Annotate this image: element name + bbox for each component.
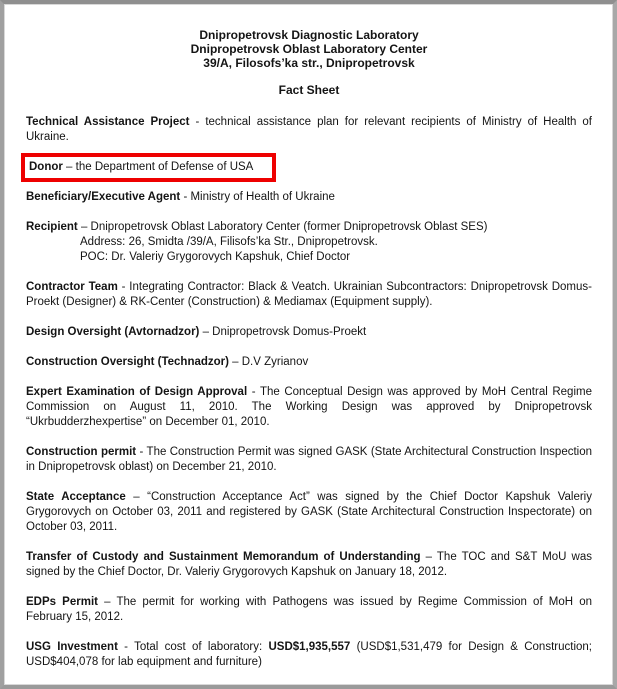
section-label: Donor xyxy=(29,161,63,173)
section-text: - The Construction Permit was signed GASK (State Architectural Construction Inspection in Dnipropetrovsk oblast) on December 21, 2010. xyxy=(26,446,593,473)
section-label: Recipient xyxy=(26,221,78,233)
section-text: - Ministry of Health of Ukraine xyxy=(180,191,335,203)
header-line-3: 39/A, Filosofs’ka str., Dnipropetrovsk xyxy=(203,56,415,70)
section-label: Transfer of Custody and Sustainment Memorandum of Understanding xyxy=(26,551,421,563)
section-transfer-of-custody-and-sustainment-memo xyxy=(26,550,592,580)
header-line-2: Dnipropetrovsk Oblast Laboratory Center xyxy=(190,42,428,56)
section-contractor-team xyxy=(26,280,592,310)
donor-highlight-box xyxy=(21,153,276,182)
section-expert-examination-of-design-approval xyxy=(26,385,592,430)
section-design-oversight-avtornadzor xyxy=(26,325,592,340)
document-header xyxy=(26,28,592,70)
section-text: – The TOC and S&T MoU was signed by the Chief Doctor, Dr. Valeriy Grygorovych Kapshuk on January 18, 2012. xyxy=(26,551,593,578)
section-text-after: (USD$1,531,479 for Design & Construction; USD$404,078 for lab equipment and furniture) xyxy=(26,641,592,668)
section-label: Construction Oversight (Technadzor) xyxy=(26,356,229,368)
doc-title: Fact Sheet xyxy=(278,83,340,97)
section-label: Technical Assistance Project xyxy=(26,116,190,128)
section-beneficiary-executive-agent xyxy=(26,190,592,205)
section-label: USG Investment xyxy=(26,641,118,653)
section-edps-permit xyxy=(26,595,592,625)
section-label: Construction permit xyxy=(26,446,137,458)
section-text: - The Conceptual Design was approved by MoH Central Regime Commission on August 11, 2010. The Working Design was approved by Dnipropetrovsk “Ukrbudderzhexpertise” on December 01, 2010. xyxy=(26,386,592,428)
section-text: – The permit for working with Pathogens was issued by Regime Commission of MoH on February 15, 2012. xyxy=(26,596,592,623)
sections-container xyxy=(26,115,592,670)
section-label: Beneficiary/Executive Agent xyxy=(26,191,181,203)
section-text: – Dnipropetrovsk Oblast Laboratory Center (former Dnipropetrovsk Oblast SES) xyxy=(77,221,488,233)
section-label: State Acceptance xyxy=(26,491,126,503)
section-label: Design Oversight (Avtornadzor) xyxy=(26,326,200,338)
section-subline: Address: 26, Smidta /39/A, Filisofs’ka Str., Dnipropetrovsk. xyxy=(80,236,378,248)
section-label: EDPs Permit xyxy=(26,596,98,608)
section-text: - Integrating Contractor: Black & Veatch. Ukrainian Subcontractors: Dnipropetrovsk Domus-Proekt (Designer) & RK-Center (Construction) & Mediamax (Equipment supply). xyxy=(26,281,592,308)
section-technical-assistance-project xyxy=(26,115,592,145)
section-state-acceptance xyxy=(26,490,592,535)
section-donor xyxy=(26,160,592,175)
section-label: Contractor Team xyxy=(26,281,118,293)
section-label: Expert Examination of Design Approval xyxy=(26,386,248,398)
section-construction-oversight-technadzor xyxy=(26,355,592,370)
section-construction-permit xyxy=(26,445,592,475)
section-text: – D.V Zyrianov xyxy=(228,356,309,368)
section-subline: POC: Dr. Valeriy Grygorovych Kapshuk, Chief Doctor xyxy=(80,251,351,263)
section-text: – the Department of Defense of USA xyxy=(62,161,254,173)
section-text: – “Construction Acceptance Act” was signed by the Chief Doctor Kapshuk Valeriy Grygorovych on October 03, 2011 and registered by GASK (State Architectural Construction Inspectorate) on October 03, 2011. xyxy=(26,491,592,533)
section-recipient xyxy=(26,220,592,265)
section-bold-value: USD$1,935,557 xyxy=(268,641,351,653)
header-line-1: Dnipropetrovsk Diagnostic Laboratory xyxy=(199,28,419,42)
section-text: – Dnipropetrovsk Domus-Proekt xyxy=(199,326,367,338)
section-text: - technical assistance plan for relevant recipients of Ministry of Health of Ukraine. xyxy=(26,116,593,143)
section-usg-investment xyxy=(26,640,592,670)
section-text: - Total cost of laboratory: xyxy=(117,641,269,653)
